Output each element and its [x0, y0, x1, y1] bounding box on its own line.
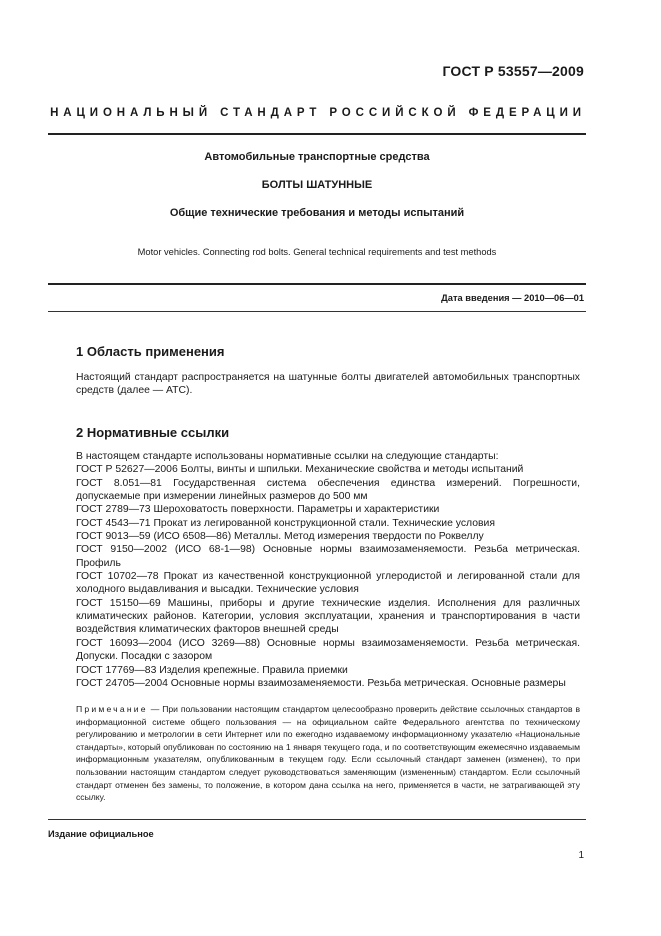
section-1-title: 1 Область применения — [76, 344, 225, 359]
date-divider — [48, 311, 586, 312]
scope-paragraph: Настоящий стандарт распространяется на шатунные болты двигателей автомобильных транспортных средств (далее — АТС). — [76, 372, 580, 397]
note-block — [48, 703, 580, 804]
edition-label: Издание официальное — [48, 829, 154, 839]
page-number: 1 — [578, 850, 584, 861]
section-1-text — [48, 371, 580, 398]
title-line-3: Общие технические требования и методы испытаний — [169, 207, 465, 219]
reference-item: ГОСТ 10702—78 Прокат из качественной конструкционной углеродистой и легированной стали для холодного выдавливания и высадки. Технические условия — [76, 571, 580, 596]
note-text: — При пользовании настоящим стандартом целесообразно проверить действие ссылочных стандартов в информационной системе общего пользования — на официальном сайте Федерального агентства по техническому регулированию и метрологии в сети Интернет или по ежегодно издаваемому информационному указателю «Национальные стандарты», который опубликован по состоянию на 1 января текущего года, и по соответствующим ежемесячно издаваемым информационным указателям, опубликованным в текущем году. Если ссылочный стандарт заменен (изменен), то при пользовании настоящим стандартом следует руководствоваться заменяющим (измененным) стандартом. Если ссылочный стандарт отменен без замены, то положение, в котором дана ссылка на него, применяется в части, не затрагивающей эту ссылку. — [76, 704, 581, 803]
reference-item: ГОСТ 17769—83 Изделия крепежные. Правила приемки — [76, 664, 348, 676]
reference-item: ГОСТ 8.051—81 Государственная система обеспечения единства измерений. Погрешности, допускаемые при измерении линейных размеров до 500 мм — [76, 477, 580, 503]
reference-item: ГОСТ 4543—71 Прокат из легированной конструкционной стали. Технические условия — [76, 517, 495, 529]
reference-item: ГОСТ 9150—2002 (ИСО 68-1—98) Основные нормы взаимозаменяемости. Резьба метрическая. Профиль — [76, 544, 580, 569]
title-divider — [48, 283, 586, 285]
intro-date: Дата введения — 2010—06—01 — [441, 293, 584, 303]
title-line-2: БОЛТЫ ШАТУННЫЕ — [261, 179, 373, 191]
reference-item: ГОСТ 16093—2004 (ИСО 3269—88) Основные нормы взаимозаменяемости. Резьба метрическая. Допуски. Посадки с зазором — [76, 637, 580, 663]
section-2-title: 2 Нормативные ссылки — [76, 425, 230, 440]
references-intro: В настоящем стандарте использованы нормативные ссылки на следующие стандарты: — [76, 451, 499, 462]
note-label: Примечание — [76, 704, 148, 714]
references-list — [48, 450, 580, 690]
english-title: Motor vehicles. Connecting rod bolts. General technical requirements and test methods — [137, 247, 497, 257]
standard-type-heading: НАЦИОНАЛЬНЫЙ СТАНДАРТ РОССИЙСКОЙ ФЕДЕРАЦИИ — [50, 107, 586, 119]
reference-item: ГОСТ 2789—73 Шероховатость поверхности. Параметры и характеристики — [76, 504, 440, 516]
footer-divider — [48, 819, 586, 820]
reference-item: ГОСТ 15150—69 Машины, приборы и другие технические изделия. Исполнения для различных климатических районов. Категории, условия эксплуатации, хранения и транспортирования в части воздействия климатических факторов внешней среды — [76, 597, 580, 636]
reference-item: ГОСТ 9013—59 (ИСО 6508—86) Металлы. Метод измерения твердости по Роквеллу — [76, 531, 484, 543]
reference-item: ГОСТ Р 52627—2006 Болты, винты и шпильки. Механические свойства и методы испытаний — [76, 464, 524, 476]
gost-number: ГОСТ Р 53557—2009 — [442, 63, 584, 79]
title-line-1: Автомобильные транспортные средства — [204, 151, 430, 163]
note-paragraph — [48, 703, 580, 804]
reference-item: ГОСТ 24705—2004 Основные нормы взаимозаменяемости. Резьба метрическая. Основные размеры — [76, 677, 566, 689]
header-divider — [48, 133, 586, 135]
